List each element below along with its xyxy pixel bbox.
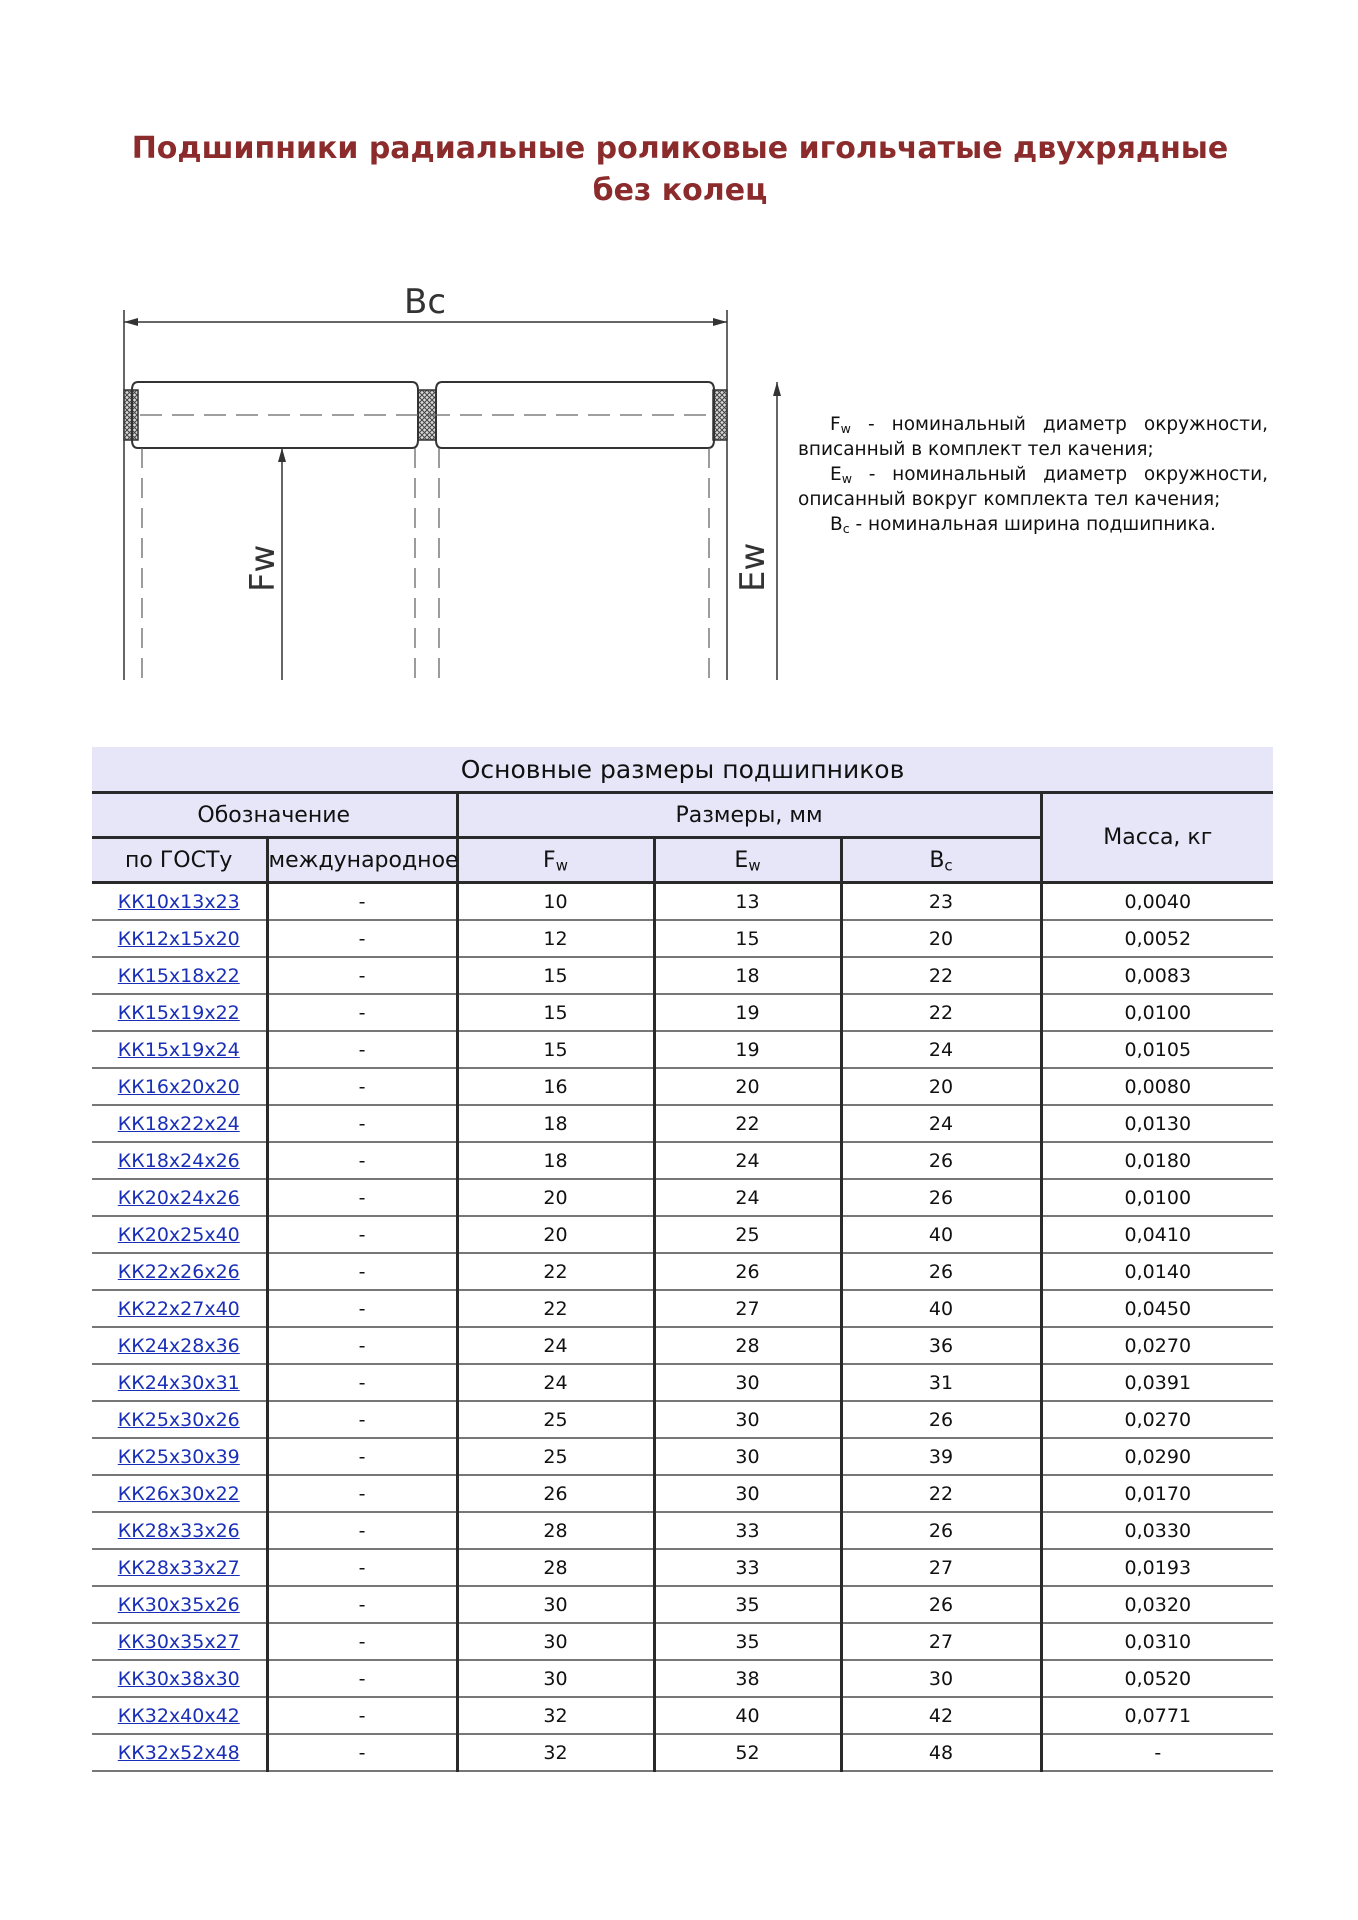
cell-gost xyxy=(92,1031,267,1068)
cell-bc: 40 xyxy=(841,1290,1041,1327)
cell-ew: 24 xyxy=(654,1179,841,1216)
cell-fw: 25 xyxy=(457,1401,654,1438)
cell-intl: - xyxy=(267,1290,457,1327)
cell-intl: - xyxy=(267,1623,457,1660)
cell-fw: 28 xyxy=(457,1549,654,1586)
table-row xyxy=(92,1364,1273,1401)
cell-mass: 0,0080 xyxy=(1041,1068,1273,1105)
table-row xyxy=(92,1512,1273,1549)
table-row xyxy=(92,1660,1273,1697)
cell-gost xyxy=(92,994,267,1031)
table-row xyxy=(92,1327,1273,1364)
table-row xyxy=(92,1475,1273,1512)
cell-mass: 0,0310 xyxy=(1041,1623,1273,1660)
designation-link[interactable]: КК18x22x24 xyxy=(117,1112,240,1135)
cell-bc: 22 xyxy=(841,957,1041,994)
cell-bc: 26 xyxy=(841,1512,1041,1549)
cell-bc: 24 xyxy=(841,1031,1041,1068)
cell-gost xyxy=(92,1512,267,1549)
designation-link[interactable]: КК16x20x20 xyxy=(117,1075,240,1098)
cell-bc: 26 xyxy=(841,1401,1041,1438)
table-row xyxy=(92,1068,1273,1105)
cell-bc: 42 xyxy=(841,1697,1041,1734)
cell-bc: 39 xyxy=(841,1438,1041,1475)
table-row xyxy=(92,1031,1273,1068)
designation-link[interactable]: КК20x25x40 xyxy=(117,1223,240,1246)
designation-link[interactable]: КК30x35x26 xyxy=(117,1593,240,1616)
cell-gost xyxy=(92,1364,267,1401)
cell-bc: 27 xyxy=(841,1623,1041,1660)
cell-mass: 0,0290 xyxy=(1041,1438,1273,1475)
cell-bc: 24 xyxy=(841,1105,1041,1142)
designation-link[interactable]: КК30x35x27 xyxy=(117,1630,240,1653)
cell-bc: 26 xyxy=(841,1586,1041,1623)
cell-mass: 0,0130 xyxy=(1041,1105,1273,1142)
header-designation: Обозначение xyxy=(92,793,457,838)
cell-bc: 31 xyxy=(841,1364,1041,1401)
cell-fw: 32 xyxy=(457,1734,654,1771)
table-row xyxy=(92,1216,1273,1253)
cell-bc: 23 xyxy=(841,883,1041,921)
table-row xyxy=(92,1142,1273,1179)
cell-mass: 0,0410 xyxy=(1041,1216,1273,1253)
cell-ew: 30 xyxy=(654,1438,841,1475)
cell-mass: 0,0052 xyxy=(1041,920,1273,957)
cell-bc: 40 xyxy=(841,1216,1041,1253)
designation-link[interactable]: КК32x40x42 xyxy=(117,1704,240,1727)
cell-bc: 30 xyxy=(841,1660,1041,1697)
legend-bc: $B_c$ - номинальная ширина подшипника. xyxy=(830,514,1216,537)
cell-ew: 33 xyxy=(654,1512,841,1549)
cell-mass: 0,0100 xyxy=(1041,1179,1273,1216)
cell-mass: 0,0450 xyxy=(1041,1290,1273,1327)
cell-fw: 12 xyxy=(457,920,654,957)
cell-fw: 20 xyxy=(457,1179,654,1216)
header-bc: $B_c$ xyxy=(841,838,1041,883)
cell-mass: 0,0771 xyxy=(1041,1697,1273,1734)
cell-ew: 33 xyxy=(654,1549,841,1586)
cell-mass: 0,0170 xyxy=(1041,1475,1273,1512)
cell-intl: - xyxy=(267,920,457,957)
cell-gost xyxy=(92,920,267,957)
cell-ew: 30 xyxy=(654,1364,841,1401)
cell-ew: 20 xyxy=(654,1068,841,1105)
cell-intl: - xyxy=(267,1105,457,1142)
table-row xyxy=(92,1179,1273,1216)
cell-ew: 15 xyxy=(654,920,841,957)
cell-ew: 22 xyxy=(654,1105,841,1142)
cell-fw: 30 xyxy=(457,1623,654,1660)
cell-ew: 18 xyxy=(654,957,841,994)
cell-mass: - xyxy=(1041,1734,1273,1771)
cell-gost xyxy=(92,1253,267,1290)
designation-link[interactable]: КК25x30x26 xyxy=(117,1408,240,1431)
cell-fw: 20 xyxy=(457,1216,654,1253)
cell-ew: 35 xyxy=(654,1586,841,1623)
cell-ew: 38 xyxy=(654,1660,841,1697)
cell-intl: - xyxy=(267,1179,457,1216)
table-row xyxy=(92,994,1273,1031)
cell-ew: 26 xyxy=(654,1253,841,1290)
cell-bc: 20 xyxy=(841,920,1041,957)
table-row xyxy=(92,1697,1273,1734)
cell-gost xyxy=(92,1401,267,1438)
table-row xyxy=(92,1438,1273,1475)
cell-bc: 26 xyxy=(841,1179,1041,1216)
table-row xyxy=(92,1253,1273,1290)
designation-link[interactable]: КК15x19x22 xyxy=(117,1001,240,1024)
table-row xyxy=(92,957,1273,994)
cell-fw: 10 xyxy=(457,883,654,921)
cell-ew: 13 xyxy=(654,883,841,921)
cell-fw: 32 xyxy=(457,1697,654,1734)
cell-bc: 27 xyxy=(841,1549,1041,1586)
dimensions-table xyxy=(92,747,1273,1772)
cell-fw: 28 xyxy=(457,1512,654,1549)
cell-gost xyxy=(92,1734,267,1771)
cell-mass: 0,0083 xyxy=(1041,957,1273,994)
cell-gost xyxy=(92,883,267,921)
table-row xyxy=(92,1586,1273,1623)
cell-ew: 28 xyxy=(654,1327,841,1364)
table-row xyxy=(92,1290,1273,1327)
cell-ew: 24 xyxy=(654,1142,841,1179)
cell-gost xyxy=(92,1623,267,1660)
cell-intl: - xyxy=(267,1327,457,1364)
cell-intl: - xyxy=(267,883,457,921)
designation-link[interactable]: КК22x27x40 xyxy=(117,1297,240,1320)
designation-link[interactable]: КК26x30x22 xyxy=(117,1482,240,1505)
cell-fw: 24 xyxy=(457,1364,654,1401)
cell-intl: - xyxy=(267,1401,457,1438)
cell-gost xyxy=(92,1475,267,1512)
cell-intl: - xyxy=(267,1475,457,1512)
cell-fw: 15 xyxy=(457,994,654,1031)
cell-gost xyxy=(92,1290,267,1327)
cell-bc: 48 xyxy=(841,1734,1041,1771)
cell-intl: - xyxy=(267,1216,457,1253)
cell-fw: 30 xyxy=(457,1586,654,1623)
cell-intl: - xyxy=(267,1253,457,1290)
cell-fw: 18 xyxy=(457,1142,654,1179)
designation-link[interactable]: КК12x15x20 xyxy=(117,927,240,950)
header-intl: международное xyxy=(267,838,457,883)
legend-fw-line2: вписанный в комплект тел качения; xyxy=(798,439,1154,460)
cell-fw: 15 xyxy=(457,1031,654,1068)
cell-gost xyxy=(92,1438,267,1475)
legend-ew-line1: $E_w$ - номинальный диаметр окружности, xyxy=(830,464,1268,487)
cell-intl: - xyxy=(267,957,457,994)
table-row xyxy=(92,1549,1273,1586)
cell-intl: - xyxy=(267,1068,457,1105)
designation-link[interactable]: КК15x18x22 xyxy=(117,964,240,987)
table-row xyxy=(92,1401,1273,1438)
cell-mass: 0,0391 xyxy=(1041,1364,1273,1401)
cell-fw: 16 xyxy=(457,1068,654,1105)
designation-link[interactable]: КК28x33x27 xyxy=(117,1556,240,1579)
label-bc: Bc xyxy=(404,282,447,322)
cell-intl: - xyxy=(267,1549,457,1586)
legend xyxy=(798,412,1268,537)
cell-fw: 22 xyxy=(457,1253,654,1290)
cell-fw: 26 xyxy=(457,1475,654,1512)
cell-fw: 24 xyxy=(457,1327,654,1364)
cell-gost xyxy=(92,1327,267,1364)
cell-intl: - xyxy=(267,994,457,1031)
designation-link[interactable]: КК25x30x39 xyxy=(117,1445,240,1468)
cell-bc: 22 xyxy=(841,1475,1041,1512)
cell-ew: 19 xyxy=(654,994,841,1031)
cell-ew: 30 xyxy=(654,1475,841,1512)
cell-gost xyxy=(92,1586,267,1623)
cell-intl: - xyxy=(267,1697,457,1734)
cell-gost xyxy=(92,1216,267,1253)
cell-mass: 0,0270 xyxy=(1041,1401,1273,1438)
cell-mass: 0,0105 xyxy=(1041,1031,1273,1068)
designation-link[interactable]: КК24x28x36 xyxy=(117,1334,240,1357)
cell-mass: 0,0330 xyxy=(1041,1512,1273,1549)
table-row xyxy=(92,1623,1273,1660)
designation-link[interactable]: КК30x38x30 xyxy=(117,1667,240,1690)
cell-gost xyxy=(92,1660,267,1697)
cell-bc: 20 xyxy=(841,1068,1041,1105)
cell-intl: - xyxy=(267,1586,457,1623)
label-fw: Fw xyxy=(243,544,283,592)
cell-gost xyxy=(92,1068,267,1105)
legend-fw-line1: $F_w$ - номинальный диаметр окружности, xyxy=(830,414,1268,437)
header-fw: $F_w$ xyxy=(457,838,654,883)
cell-ew: 40 xyxy=(654,1697,841,1734)
header-dimensions: Размеры, мм xyxy=(457,793,1041,838)
cell-bc: 26 xyxy=(841,1142,1041,1179)
designation-link[interactable]: КК10x13x23 xyxy=(117,890,240,913)
cell-mass: 0,0140 xyxy=(1041,1253,1273,1290)
cell-bc: 26 xyxy=(841,1253,1041,1290)
table-row xyxy=(92,1105,1273,1142)
cell-gost xyxy=(92,1549,267,1586)
table-row xyxy=(92,1734,1273,1771)
cell-intl: - xyxy=(267,1512,457,1549)
cell-mass: 0,0180 xyxy=(1041,1142,1273,1179)
cell-intl: - xyxy=(267,1734,457,1771)
cell-mass: 0,0270 xyxy=(1041,1327,1273,1364)
cell-mass: 0,0040 xyxy=(1041,883,1273,921)
header-mass: Масса, кг xyxy=(1041,793,1273,883)
page-title: Подшипники радиальные роликовые игольчатые двухрядные без колец xyxy=(131,131,1229,208)
legend-ew-line2: описанный вокруг комплекта тел качения; xyxy=(798,489,1221,510)
cell-bc: 36 xyxy=(841,1327,1041,1364)
cell-ew: 35 xyxy=(654,1623,841,1660)
bearing-diagram xyxy=(112,280,792,690)
designation-link[interactable]: КК18x24x26 xyxy=(117,1149,240,1172)
cell-fw: 18 xyxy=(457,1105,654,1142)
cell-mass: 0,0320 xyxy=(1041,1586,1273,1623)
cell-gost xyxy=(92,957,267,994)
cell-gost xyxy=(92,1142,267,1179)
cell-intl: - xyxy=(267,1660,457,1697)
cell-fw: 22 xyxy=(457,1290,654,1327)
designation-link[interactable]: КК28x33x26 xyxy=(117,1519,240,1542)
cell-intl: - xyxy=(267,1031,457,1068)
cell-ew: 52 xyxy=(654,1734,841,1771)
designation-link[interactable]: КК24x30x31 xyxy=(117,1371,240,1394)
header-ew: $E_w$ xyxy=(654,838,841,883)
table-row xyxy=(92,883,1273,921)
cell-ew: 19 xyxy=(654,1031,841,1068)
cell-gost xyxy=(92,1697,267,1734)
designation-link[interactable]: КК20x24x26 xyxy=(117,1186,240,1209)
cell-ew: 27 xyxy=(654,1290,841,1327)
cell-ew: 25 xyxy=(654,1216,841,1253)
designation-link[interactable]: КК22x26x26 xyxy=(117,1260,240,1283)
cell-fw: 15 xyxy=(457,957,654,994)
table-caption: Основные размеры подшипников xyxy=(92,747,1273,793)
cell-intl: - xyxy=(267,1364,457,1401)
cell-intl: - xyxy=(267,1438,457,1475)
table-row xyxy=(92,920,1273,957)
designation-link[interactable]: КК15x19x24 xyxy=(117,1038,240,1061)
cell-mass: 0,0193 xyxy=(1041,1549,1273,1586)
cell-intl: - xyxy=(267,1142,457,1179)
label-ew: Ew xyxy=(733,542,773,592)
cell-ew: 30 xyxy=(654,1401,841,1438)
cell-gost xyxy=(92,1105,267,1142)
cell-mass: 0,0520 xyxy=(1041,1660,1273,1697)
cell-fw: 25 xyxy=(457,1438,654,1475)
cell-fw: 30 xyxy=(457,1660,654,1697)
cell-gost xyxy=(92,1179,267,1216)
header-gost: по ГОСТу xyxy=(92,838,267,883)
designation-link[interactable]: КК32x52x48 xyxy=(117,1741,240,1764)
cell-mass: 0,0100 xyxy=(1041,994,1273,1031)
cell-bc: 22 xyxy=(841,994,1041,1031)
